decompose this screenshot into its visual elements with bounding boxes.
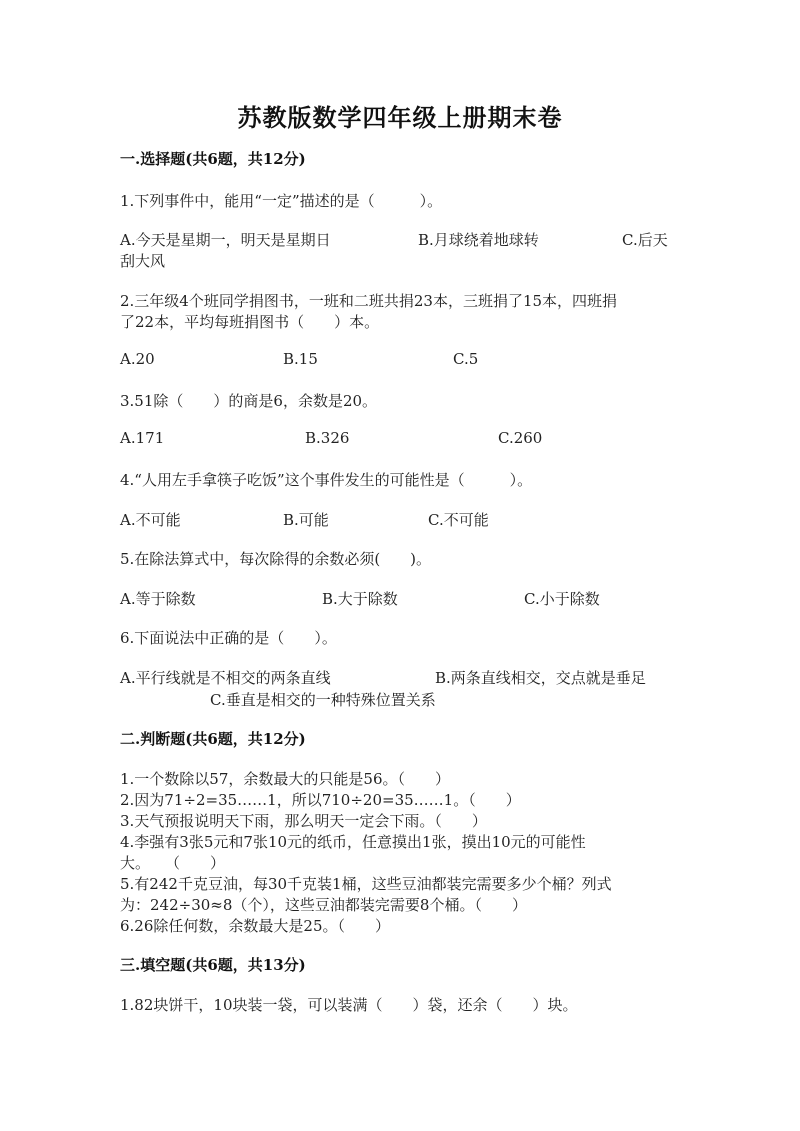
option-b: B.月球绕着地球转 [418,231,539,249]
section-heading-fill-blank: 三.填空题(共6题，共13分) [120,956,306,974]
question-2-line-1: 2.三年级4个班同学捐图书，一班和二班共捐23本，三班捐了15本，四班捐 [120,292,618,310]
option-a: A.平行线就是不相交的两条直线 [120,669,331,687]
option-a: A.171 [120,429,165,447]
option-b: B.可能 [283,511,329,529]
option-a: A.今天是星期一，明天是星期日 [120,231,331,249]
judgement-line: 为：242÷30≈8（个），这些豆油都装完需要8个桶。（ ） [120,896,527,914]
option-b: B.两条直线相交，交点就是垂足 [435,669,646,687]
judgement-line: 5.有242千克豆油，每30千克装1桶，这些豆油都装完需要多少个桶？列式 [120,875,612,893]
judgement-line: 3.天气预报说明天下雨，那么明天一定会下雨。（ ） [120,812,487,830]
section-heading-choice: 一.选择题(共6题，共12分) [120,150,306,168]
question-5: 5.在除法算式中，每次除得的余数必须( )。 [120,550,432,568]
judgement-line: 2.因为71÷2=35……1，所以710÷20=35……1。（ ） [120,791,521,809]
option-c: C.后天 [622,231,668,249]
option-c: C.不可能 [428,511,489,529]
page-title: 苏教版数学四年级上册期末卷 [237,103,563,132]
option-c: C.260 [498,429,543,447]
question-1: 1.下列事件中，能用“一定”描述的是（ ）。 [120,192,443,210]
fill-blank-question-1: 1.82块饼干，10块装一袋，可以装满（ ）袋，还余（ ）块。 [120,996,578,1014]
option-wrap: 刮大风 [120,252,166,270]
option-c: C.垂直是相交的一种特殊位置关系 [210,691,436,709]
option-b: B.大于除数 [322,590,398,608]
option-b: B.326 [305,429,350,447]
option-b: B.15 [283,350,318,368]
judgement-line: 4.李强有3张5元和7张10元的纸币，任意摸出1张，摸出10元的可能性 [120,833,586,851]
judgement-line: 大。 （ ） [120,854,226,872]
judgement-line: 6.26除任何数，余数最大是25。（ ） [120,917,390,935]
option-a: A.等于除数 [120,590,196,608]
question-3: 3.51除（ ）的商是6，余数是20。 [120,392,378,410]
option-a: A.20 [120,350,155,368]
question-2-line-2: 了22本，平均每班捐图书（ ）本。 [120,313,380,331]
section-heading-judgement: 二.判断题(共6题，共12分) [120,730,306,748]
option-a: A.不可能 [120,511,181,529]
option-c: C.小于除数 [524,590,600,608]
option-c: C.5 [453,350,479,368]
question-6: 6.下面说法中正确的是（ ）。 [120,629,337,647]
judgement-line: 1.一个数除以57，余数最大的只能是56。（ ） [120,770,450,788]
question-4: 4.“人用左手拿筷子吃饭”这个事件发生的可能性是（ ）。 [120,471,533,489]
